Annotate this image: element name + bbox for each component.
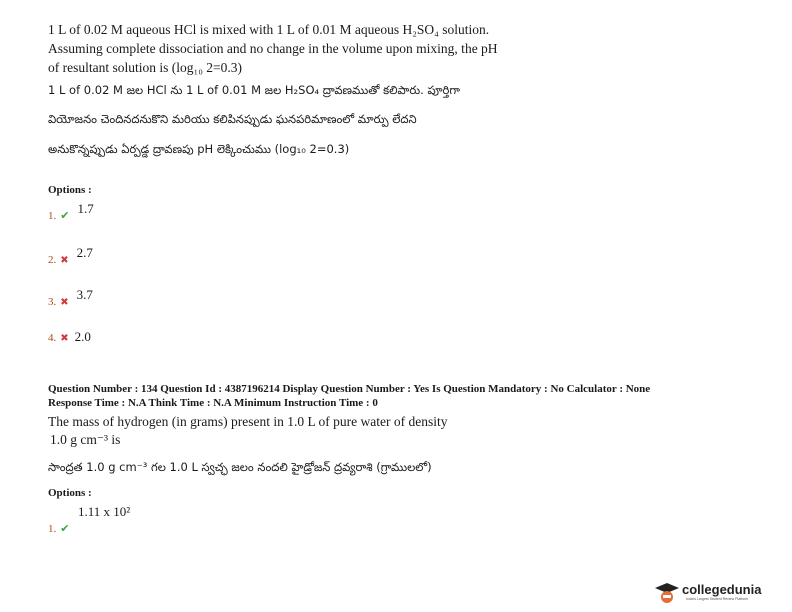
wrong-cross-icon: ✖ — [60, 255, 69, 266]
q1-option-1[interactable] — [48, 201, 94, 224]
option-number: 3. — [48, 296, 57, 308]
option-number: 2. — [48, 254, 57, 266]
logo-tagline: India's Largest Student Review Platform — [686, 597, 749, 601]
wrong-cross-icon: ✖ — [60, 297, 69, 308]
graduate-icon — [652, 580, 682, 606]
option-number: 1. — [48, 210, 57, 222]
correct-check-icon: ✔ — [60, 522, 70, 535]
q2-text-line2: 1.0 g cm⁻³ is — [50, 432, 121, 447]
q1-option-4[interactable] — [48, 328, 91, 346]
option-number: 4. — [48, 332, 57, 344]
q2-meta-line2: Response Time : N.A Think Time : N.A Minimum Instruction Time : 0 — [48, 397, 378, 409]
q1-option-3[interactable] — [48, 287, 93, 310]
option-value: 3.7 — [76, 287, 93, 302]
q2-meta-line1: Question Number : 134 Question Id : 4387196214 Display Question Number : Yes Is Question Mandatory : No Calculator : None — [48, 383, 651, 395]
option-number: 1. — [48, 523, 57, 535]
option-value: 1.7 — [77, 201, 94, 216]
q1-text-line1: 1 L of 0.02 M aqueous HCl is mixed with 1 L of 0.01 M aqueous H₂SO₄ solution. — [48, 22, 490, 37]
collegedunia-logo — [652, 580, 784, 606]
q2-text-line1: The mass of hydrogen (in grams) present in 1.0 L of pure water of density — [48, 414, 448, 429]
q2-option-1-marker — [48, 519, 69, 537]
q1-text-line3: of resultant solution is (log₁₀ 2=0.3) — [48, 60, 243, 75]
option-value: 2.7 — [76, 245, 93, 260]
q1-option-2[interactable] — [48, 245, 93, 268]
q2-telugu-line1: సాంద్రత 1.0 g cm⁻³ గల 1.0 L స్వచ్ఛ జలం నందలి హైడ్రోజన్ ద్రవ్యరాశి (గ్రాములలో) — [48, 460, 432, 474]
q1-telugu-line2: వియోజనం చెందినదనుకొని మరియు కలిపినప్పుడు ఘనపరిమాణంలో మార్పు లేదని — [48, 112, 417, 126]
q1-telugu-line3: అనుకొన్నప్పుడు ఏర్పడ్డ ద్రావణపు pH లెక్కించుము (log₁₀ 2=0.3) — [48, 142, 350, 156]
logo-name: collegedunia — [682, 582, 762, 597]
q1-options-label: Options : — [48, 184, 92, 196]
correct-check-icon: ✔ — [60, 209, 70, 222]
q1-telugu-line1: 1 L of 0.02 M జల HCl ను 1 L of 0.01 M జల H₂SO₄ ద్రావణముతో కలిపారు. పూర్తిగా — [48, 83, 460, 97]
q2-options-label: Options : — [48, 487, 92, 499]
option-value: 2.0 — [74, 329, 91, 344]
option-value: 1.11 x 10² — [78, 504, 131, 519]
wrong-cross-icon: ✖ — [60, 333, 69, 344]
q1-text-line2: Assuming complete dissociation and no change in the volume upon mixing, the pH — [48, 41, 498, 56]
